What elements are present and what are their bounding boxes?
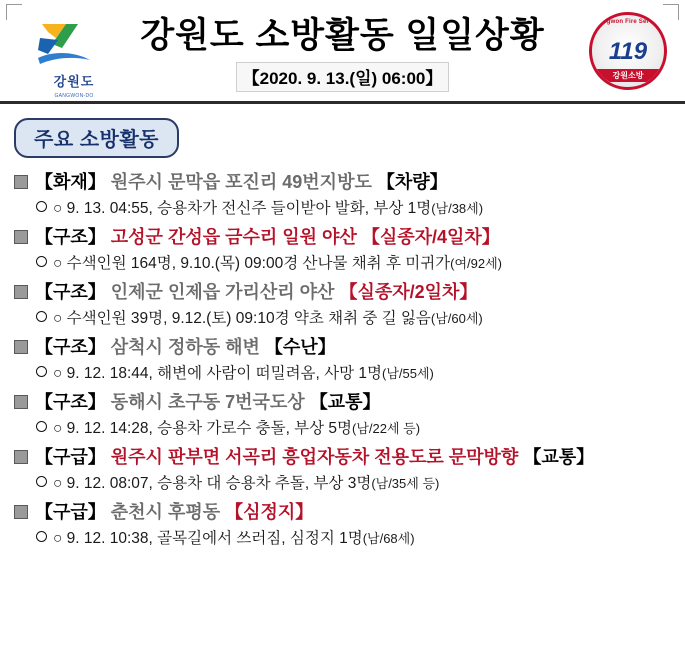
incident-victim-info: (남/68세) (362, 531, 415, 546)
incident-heading (14, 223, 675, 251)
incident-heading (14, 388, 675, 416)
emblem-top-text: Gangwon Fire Service (594, 19, 662, 25)
incident-category: 【구조】 (35, 392, 106, 412)
incident-time: ○ 9. 12. 14:28, (53, 420, 153, 437)
incident-heading (14, 278, 675, 306)
incident-time: ○ 9. 12. 10:38, (53, 530, 153, 547)
list-item (14, 278, 675, 332)
incident-detail (14, 361, 675, 387)
circle-bullet-icon (36, 311, 47, 322)
incident-category: 【구급】 (35, 447, 106, 467)
list-item (14, 333, 675, 387)
incident-category: 【구조】 (35, 337, 106, 357)
circle-bullet-icon (36, 366, 47, 377)
incident-description: 승용차 대 승용차 추돌, 부상 3명 (157, 475, 372, 492)
square-bullet-icon (14, 505, 28, 519)
incident-time: ○ 9. 12. 18:44, (53, 365, 153, 382)
incident-location: 원주시 문막읍 포진리 49번지방도 (110, 172, 372, 192)
incident-detail (14, 526, 675, 552)
circle-bullet-icon (36, 531, 47, 542)
incident-description: 골목길에서 쓰러짐, 심정지 1명 (157, 530, 363, 547)
incident-heading (14, 168, 675, 196)
gangwon-province-logo-sublabel: GANGWON-DO (54, 93, 94, 99)
incident-tag: 【교통】 (523, 447, 595, 467)
incident-description: 해변에 사람이 떠밀려옴, 사망 1명 (157, 365, 382, 382)
incident-victim-info: (남/35세 등) (371, 476, 440, 491)
gangwon-province-logo (18, 18, 128, 99)
gangwon-province-logo-icon (18, 18, 128, 76)
incident-victim-info: (남/38세) (431, 201, 484, 216)
incident-detail (14, 416, 675, 442)
incident-category: 【구조】 (35, 282, 106, 302)
incident-heading (14, 498, 675, 526)
square-bullet-icon (14, 450, 28, 464)
incident-detail (14, 306, 675, 332)
incident-tag: 【심정지】 (225, 502, 314, 522)
circle-bullet-icon (36, 201, 47, 212)
incident-tag: 【실종자/4일차】 (361, 227, 500, 247)
incident-time: ○ 수색인원 39명, 9.12.(토) (53, 310, 232, 327)
square-bullet-icon (14, 230, 28, 244)
incident-heading (14, 443, 675, 471)
incident-location: 인제군 인제읍 가리산리 야산 (110, 282, 335, 302)
incident-detail (14, 251, 675, 277)
incident-location: 삼척시 정하동 해변 (110, 337, 260, 357)
gangwon-fire-service-emblem (589, 12, 667, 90)
incident-description: 승용차가 전신주 들이받아 발화, 부상 1명 (157, 200, 432, 217)
incident-category: 【구급】 (35, 502, 106, 522)
incident-tag: 【실종자/2일차】 (339, 282, 478, 302)
report-date: 【2020. 9. 13.(일) 06:00】 (236, 62, 450, 92)
square-bullet-icon (14, 395, 28, 409)
circle-bullet-icon (36, 256, 47, 267)
incident-category: 【화재】 (35, 172, 106, 192)
incident-detail (14, 471, 675, 497)
circle-bullet-icon (36, 476, 47, 487)
incident-tag: 【차량】 (376, 172, 448, 192)
square-bullet-icon (14, 340, 28, 354)
incident-description: 09:00경 산나물 채취 후 미귀가 (244, 255, 451, 272)
incident-location: 춘천시 후평동 (110, 502, 221, 522)
incident-tag: 【수난】 (264, 337, 336, 357)
incident-location: 고성군 간성읍 금수리 일원 야산 (110, 227, 357, 247)
circle-bullet-icon (36, 421, 47, 432)
emblem-119-text: 119 (608, 38, 648, 65)
incident-time: ○ 9. 12. 08:07, (53, 475, 153, 492)
incident-detail (14, 196, 675, 222)
incident-victim-info: (남/55세) (381, 366, 434, 381)
list-item (14, 498, 675, 552)
section-title-badge (14, 118, 179, 158)
page-title: 강원도 소방활동 일일상황 (140, 16, 545, 55)
incident-tag: 【교통】 (309, 392, 381, 412)
incident-time: ○ 수색인원 164명, 9.10.(목) (53, 255, 241, 272)
section-title-label: 주요 소방활동 (34, 129, 159, 151)
incident-heading (14, 333, 675, 361)
incident-list (0, 168, 685, 552)
incident-location: 원주시 판부면 서곡리 흥업자동차 전용도로 문막방향 (110, 447, 519, 467)
incident-description: 09:10경 약초 채취 중 길 잃음 (235, 310, 431, 327)
emblem-bottom-text: 강원소방 (592, 69, 664, 82)
square-bullet-icon (14, 285, 28, 299)
incident-victim-info: (남/22세 등) (352, 421, 421, 436)
incident-category: 【구조】 (35, 227, 106, 247)
list-item (14, 388, 675, 442)
incident-time: ○ 9. 13. 04:55, (53, 200, 153, 217)
square-bullet-icon (14, 175, 28, 189)
document-header (0, 0, 685, 104)
incident-location: 동해시 초구동 7번국도상 (110, 392, 305, 412)
list-item (14, 223, 675, 277)
title-block (130, 14, 555, 92)
list-item (14, 168, 675, 222)
incident-victim-info: (남/60세) (430, 311, 483, 326)
list-item (14, 443, 675, 497)
corner-mark-top-right (663, 4, 679, 20)
incident-victim-info: (여/92세) (450, 256, 503, 271)
incident-description: 승용차 가로수 충돌, 부상 5명 (157, 420, 353, 437)
gangwon-province-logo-label: 강원도 (53, 74, 95, 89)
